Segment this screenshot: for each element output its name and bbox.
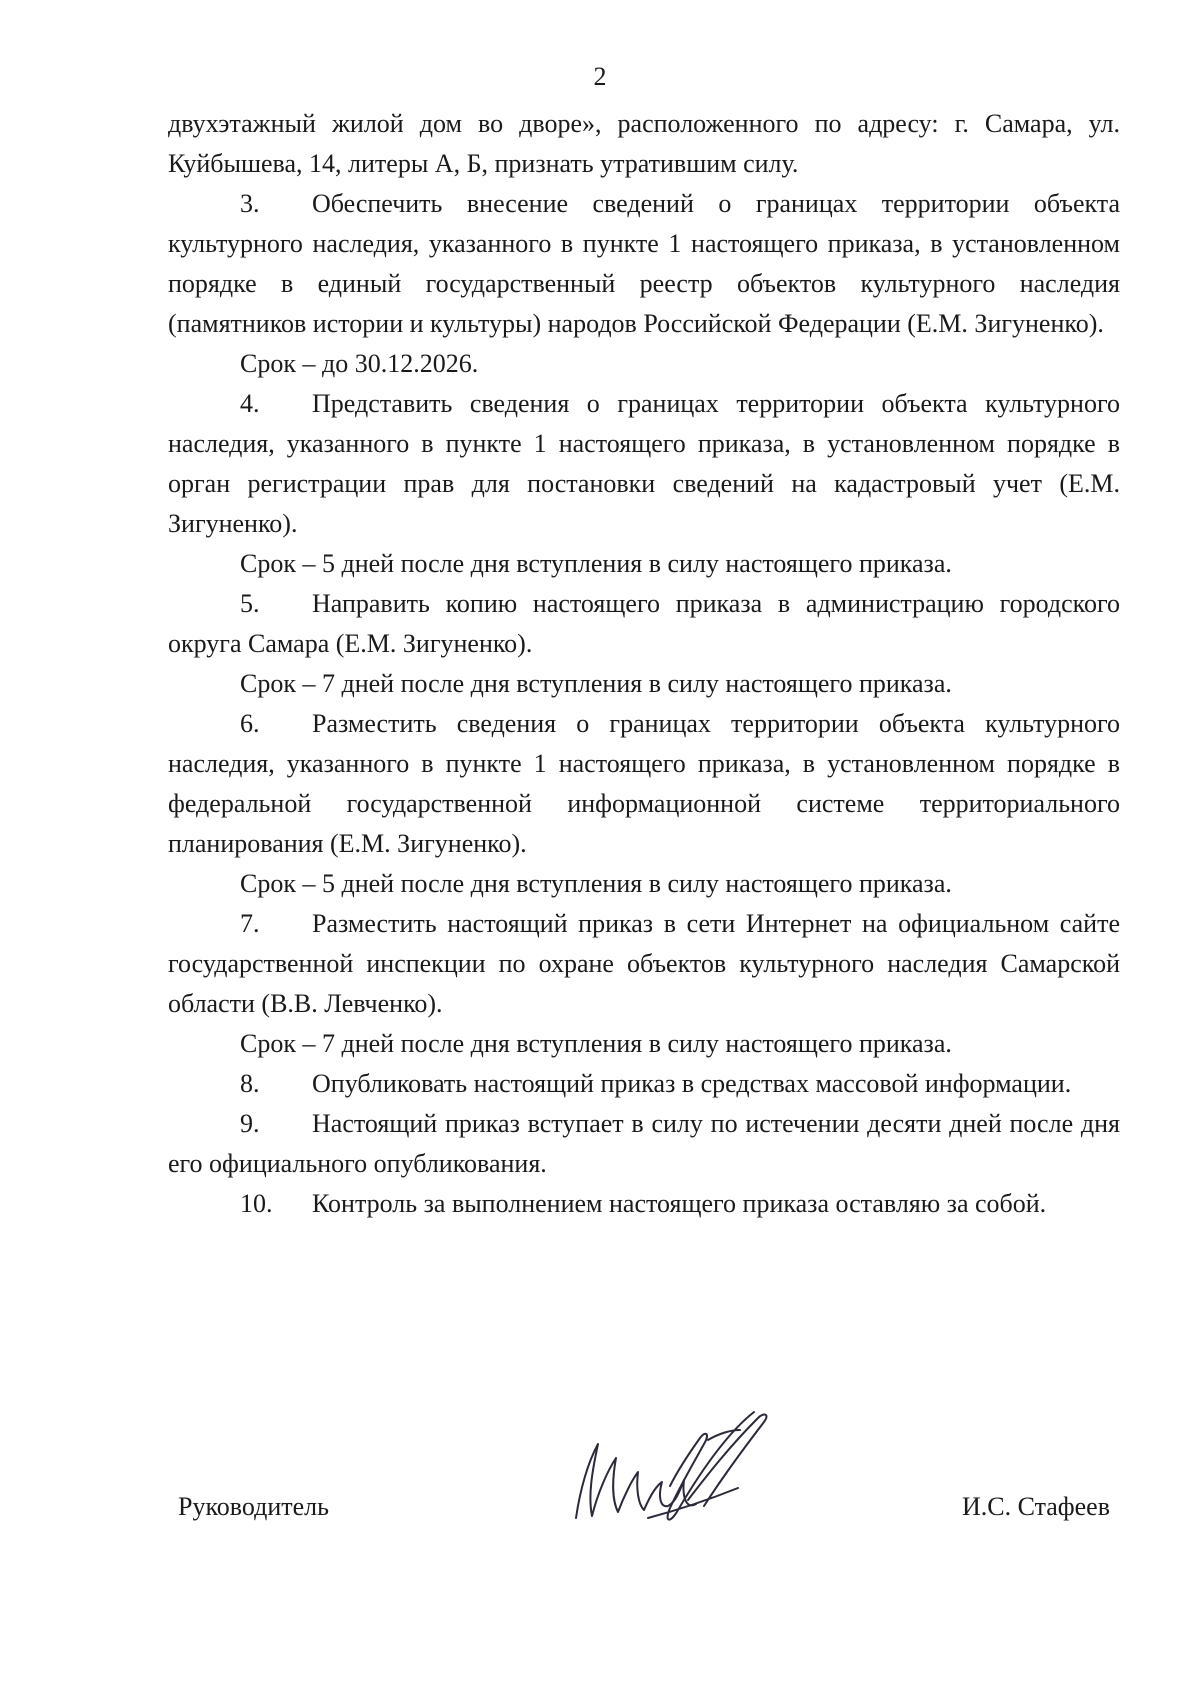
item-text: Направить копию настоящего приказа в администрацию городского округа Самара (Е.М. Зигуненко). xyxy=(168,589,1120,658)
item-6 xyxy=(168,704,1120,864)
item-text: Представить сведения о границах территории объекта культурного наследия, указанного в пункте 1 настоящего приказа, в установленном порядке в орган регистрации прав для постановки сведений на кадастровый учет (Е.М. Зигуненко). xyxy=(168,389,1120,538)
signer-name: И.С. Стафеев xyxy=(961,1492,1110,1521)
paragraph-text: двухэтажный жилой дом во дворе», расположенного по адресу: г. Самара, ул. Куйбышева, 14, литеры А, Б, признать утратившим силу. xyxy=(168,109,1120,178)
item-9 xyxy=(168,1104,1120,1184)
item-number: 4. xyxy=(240,389,260,418)
item-number: 10. xyxy=(240,1189,273,1218)
deadline-4 xyxy=(168,544,1120,584)
item-4 xyxy=(168,384,1120,544)
handwritten-signature xyxy=(558,1400,798,1540)
deadline-6 xyxy=(168,864,1120,904)
item-10 xyxy=(168,1184,1120,1224)
item-8 xyxy=(168,1064,1120,1104)
item-number: 7. xyxy=(240,909,260,938)
item-text: Опубликовать настоящий приказ в средствах массовой информации. xyxy=(312,1069,1072,1098)
item-7 xyxy=(168,904,1120,1024)
item-text: Разместить настоящий приказ в сети Интернет на официальном сайте государственной инспекции по охране объектов культурного наследия Самарской области (В.В. Левченко). xyxy=(168,909,1120,1018)
item-number: 5. xyxy=(240,589,260,618)
item-number: 9. xyxy=(240,1109,260,1138)
deadline-text: Срок – 5 дней после дня вступления в силу настоящего приказа. xyxy=(240,549,952,578)
deadline-text: Срок – 7 дней после дня вступления в силу настоящего приказа. xyxy=(240,669,952,698)
item-text: Разместить сведения о границах территории объекта культурного наследия, указанного в пункте 1 настоящего приказа, в установленном порядке в федеральной государственной информационной системе территориального планирования (Е.М. Зигуненко). xyxy=(168,709,1120,858)
item-text: Настоящий приказ вступает в силу по истечении десяти дней после дня его официального опубликования. xyxy=(168,1109,1120,1178)
item-text: Контроль за выполнением настоящего приказа оставляю за собой. xyxy=(312,1189,1047,1218)
deadline-text: Срок – до 30.12.2026. xyxy=(240,349,479,378)
deadline-7 xyxy=(168,1024,1120,1064)
document-body xyxy=(168,104,1120,1224)
deadline-text: Срок – 7 дней после дня вступления в силу настоящего приказа. xyxy=(240,1029,952,1058)
item-5 xyxy=(168,584,1120,664)
signer-role: Руководитель xyxy=(178,1492,329,1521)
deadline-5 xyxy=(168,664,1120,704)
item-3 xyxy=(168,184,1120,344)
item-text: Обеспечить внесение сведений о границах территории объекта культурного наследия, указанного в пункте 1 настоящего приказа, в установленном порядке в единый государственный реестр объектов культурного наследия (памятников истории и культуры) народов Российской Федерации (Е.М. Зигуненко). xyxy=(168,189,1120,338)
paragraph-continuation xyxy=(168,104,1120,184)
page-number: 2 xyxy=(593,62,607,91)
signature-block xyxy=(168,1400,1120,1540)
item-number: 6. xyxy=(240,709,260,738)
deadline-3 xyxy=(168,344,1120,384)
deadline-text: Срок – 5 дней после дня вступления в силу настоящего приказа. xyxy=(240,869,952,898)
item-number: 8. xyxy=(240,1069,260,1098)
item-number: 3. xyxy=(240,189,260,218)
